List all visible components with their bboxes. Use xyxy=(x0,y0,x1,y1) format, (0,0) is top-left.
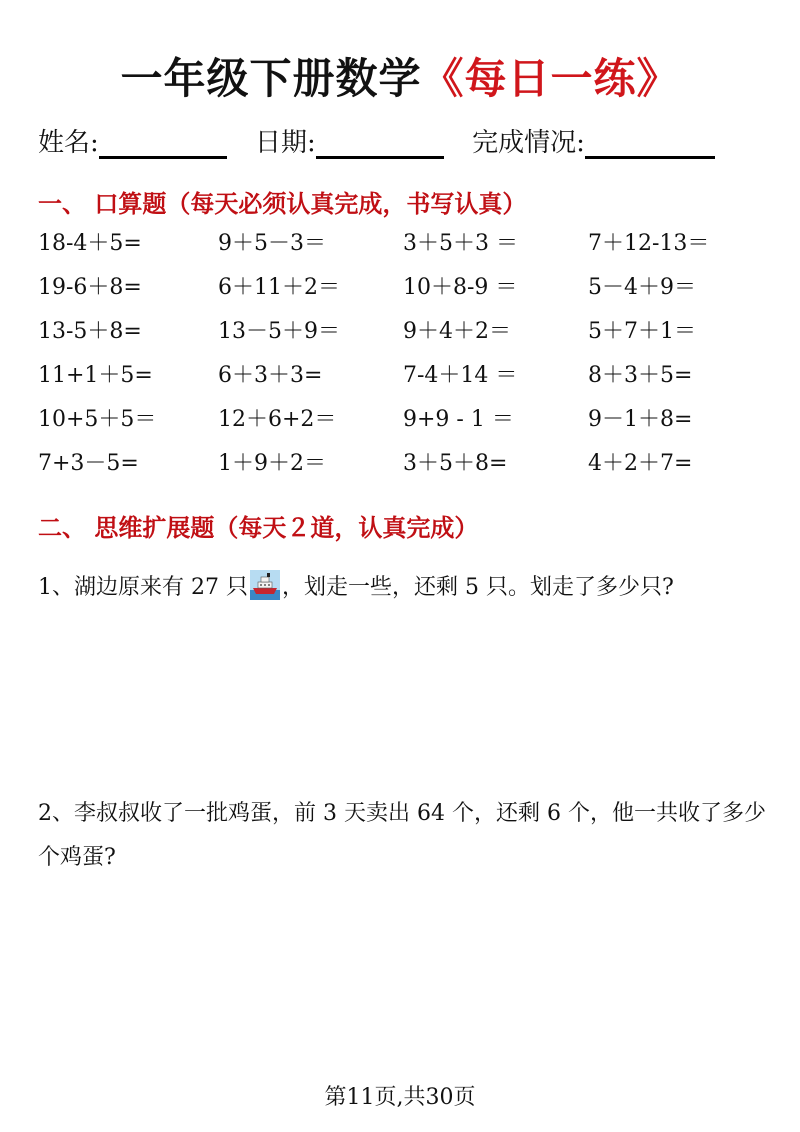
section-heading-thinking: 二、 思维扩展题（每天２道，认真完成） xyxy=(38,514,479,542)
calc-problem: 19-6＋8= xyxy=(38,275,142,300)
title-highlight: 《每日一练》 xyxy=(421,54,680,103)
calc-problem: 6＋11＋2＝ xyxy=(218,275,340,300)
calc-problem: 7-4＋14 ＝ xyxy=(403,363,518,388)
calc-problem: 13－5＋9＝ xyxy=(218,319,340,344)
status-blank[interactable] xyxy=(585,128,715,159)
word-problem-1 xyxy=(38,566,768,610)
calc-problem: 5－4＋9＝ xyxy=(588,275,696,300)
calc-problem: 7+3－5= xyxy=(38,451,139,476)
calc-problem: 10+5＋5＝ xyxy=(38,407,157,432)
calc-problem: 1＋9＋2＝ xyxy=(218,451,326,476)
calc-problem: 3＋5＋8= xyxy=(403,451,508,476)
student-info-row xyxy=(38,122,768,159)
calc-problem: 18-4＋5= xyxy=(38,231,142,256)
name-field xyxy=(38,122,227,159)
status-field xyxy=(472,122,715,159)
calc-row xyxy=(38,270,778,314)
boat-icon xyxy=(250,570,280,600)
problem1-text-after: ，划走一些，还剩 5 只。划走了多少只? xyxy=(281,575,674,600)
calc-problem: 12＋6+2＝ xyxy=(218,407,337,432)
section-heading-calc: 一、 口算题（每天必须认真完成，书写认真） xyxy=(38,190,527,218)
calc-row xyxy=(38,446,778,490)
date-blank[interactable] xyxy=(316,128,444,159)
calc-row xyxy=(38,358,778,402)
name-label: 姓名: xyxy=(38,128,99,158)
calc-problem: 8＋3＋5= xyxy=(588,363,693,388)
calc-row xyxy=(38,314,778,358)
name-blank[interactable] xyxy=(99,128,227,159)
calc-problem: 3＋5＋3 ＝ xyxy=(403,231,518,256)
date-label: 日期: xyxy=(255,128,316,158)
calc-problem: 5＋7＋1＝ xyxy=(588,319,696,344)
calc-row xyxy=(38,226,778,270)
calc-problem: 11+1＋5= xyxy=(38,363,153,388)
page-title xyxy=(0,46,800,106)
calc-problem: 10＋8-9 ＝ xyxy=(403,275,518,300)
status-label: 完成情况: xyxy=(472,128,585,158)
calc-problem: 4＋2＋7= xyxy=(588,451,693,476)
page-number: 第11页,共30页 xyxy=(324,1085,476,1110)
calc-problem: 9－1＋8= xyxy=(588,407,693,432)
date-field xyxy=(255,122,444,159)
problem1-text-before: 1、湖边原来有 27 只 xyxy=(38,575,248,600)
calc-problem: 9＋4＋2＝ xyxy=(403,319,511,344)
calc-problem: 7＋12-13＝ xyxy=(588,231,710,256)
calc-problem: 6＋3＋3= xyxy=(218,363,323,388)
calc-problem: 9＋5－3＝ xyxy=(218,231,326,256)
calc-grid xyxy=(38,226,778,490)
calc-row xyxy=(38,402,778,446)
calc-problem: 13-5＋8= xyxy=(38,319,142,344)
word-problem-2: 2、李叔叔收了一批鸡蛋，前 3 天卖出 64 个，还剩 6 个，他一共收了多少个鸡蛋? xyxy=(38,801,766,870)
title-main: 一年级下册数学 xyxy=(120,54,422,103)
calc-problem: 9+9 - 1 ＝ xyxy=(403,407,514,432)
